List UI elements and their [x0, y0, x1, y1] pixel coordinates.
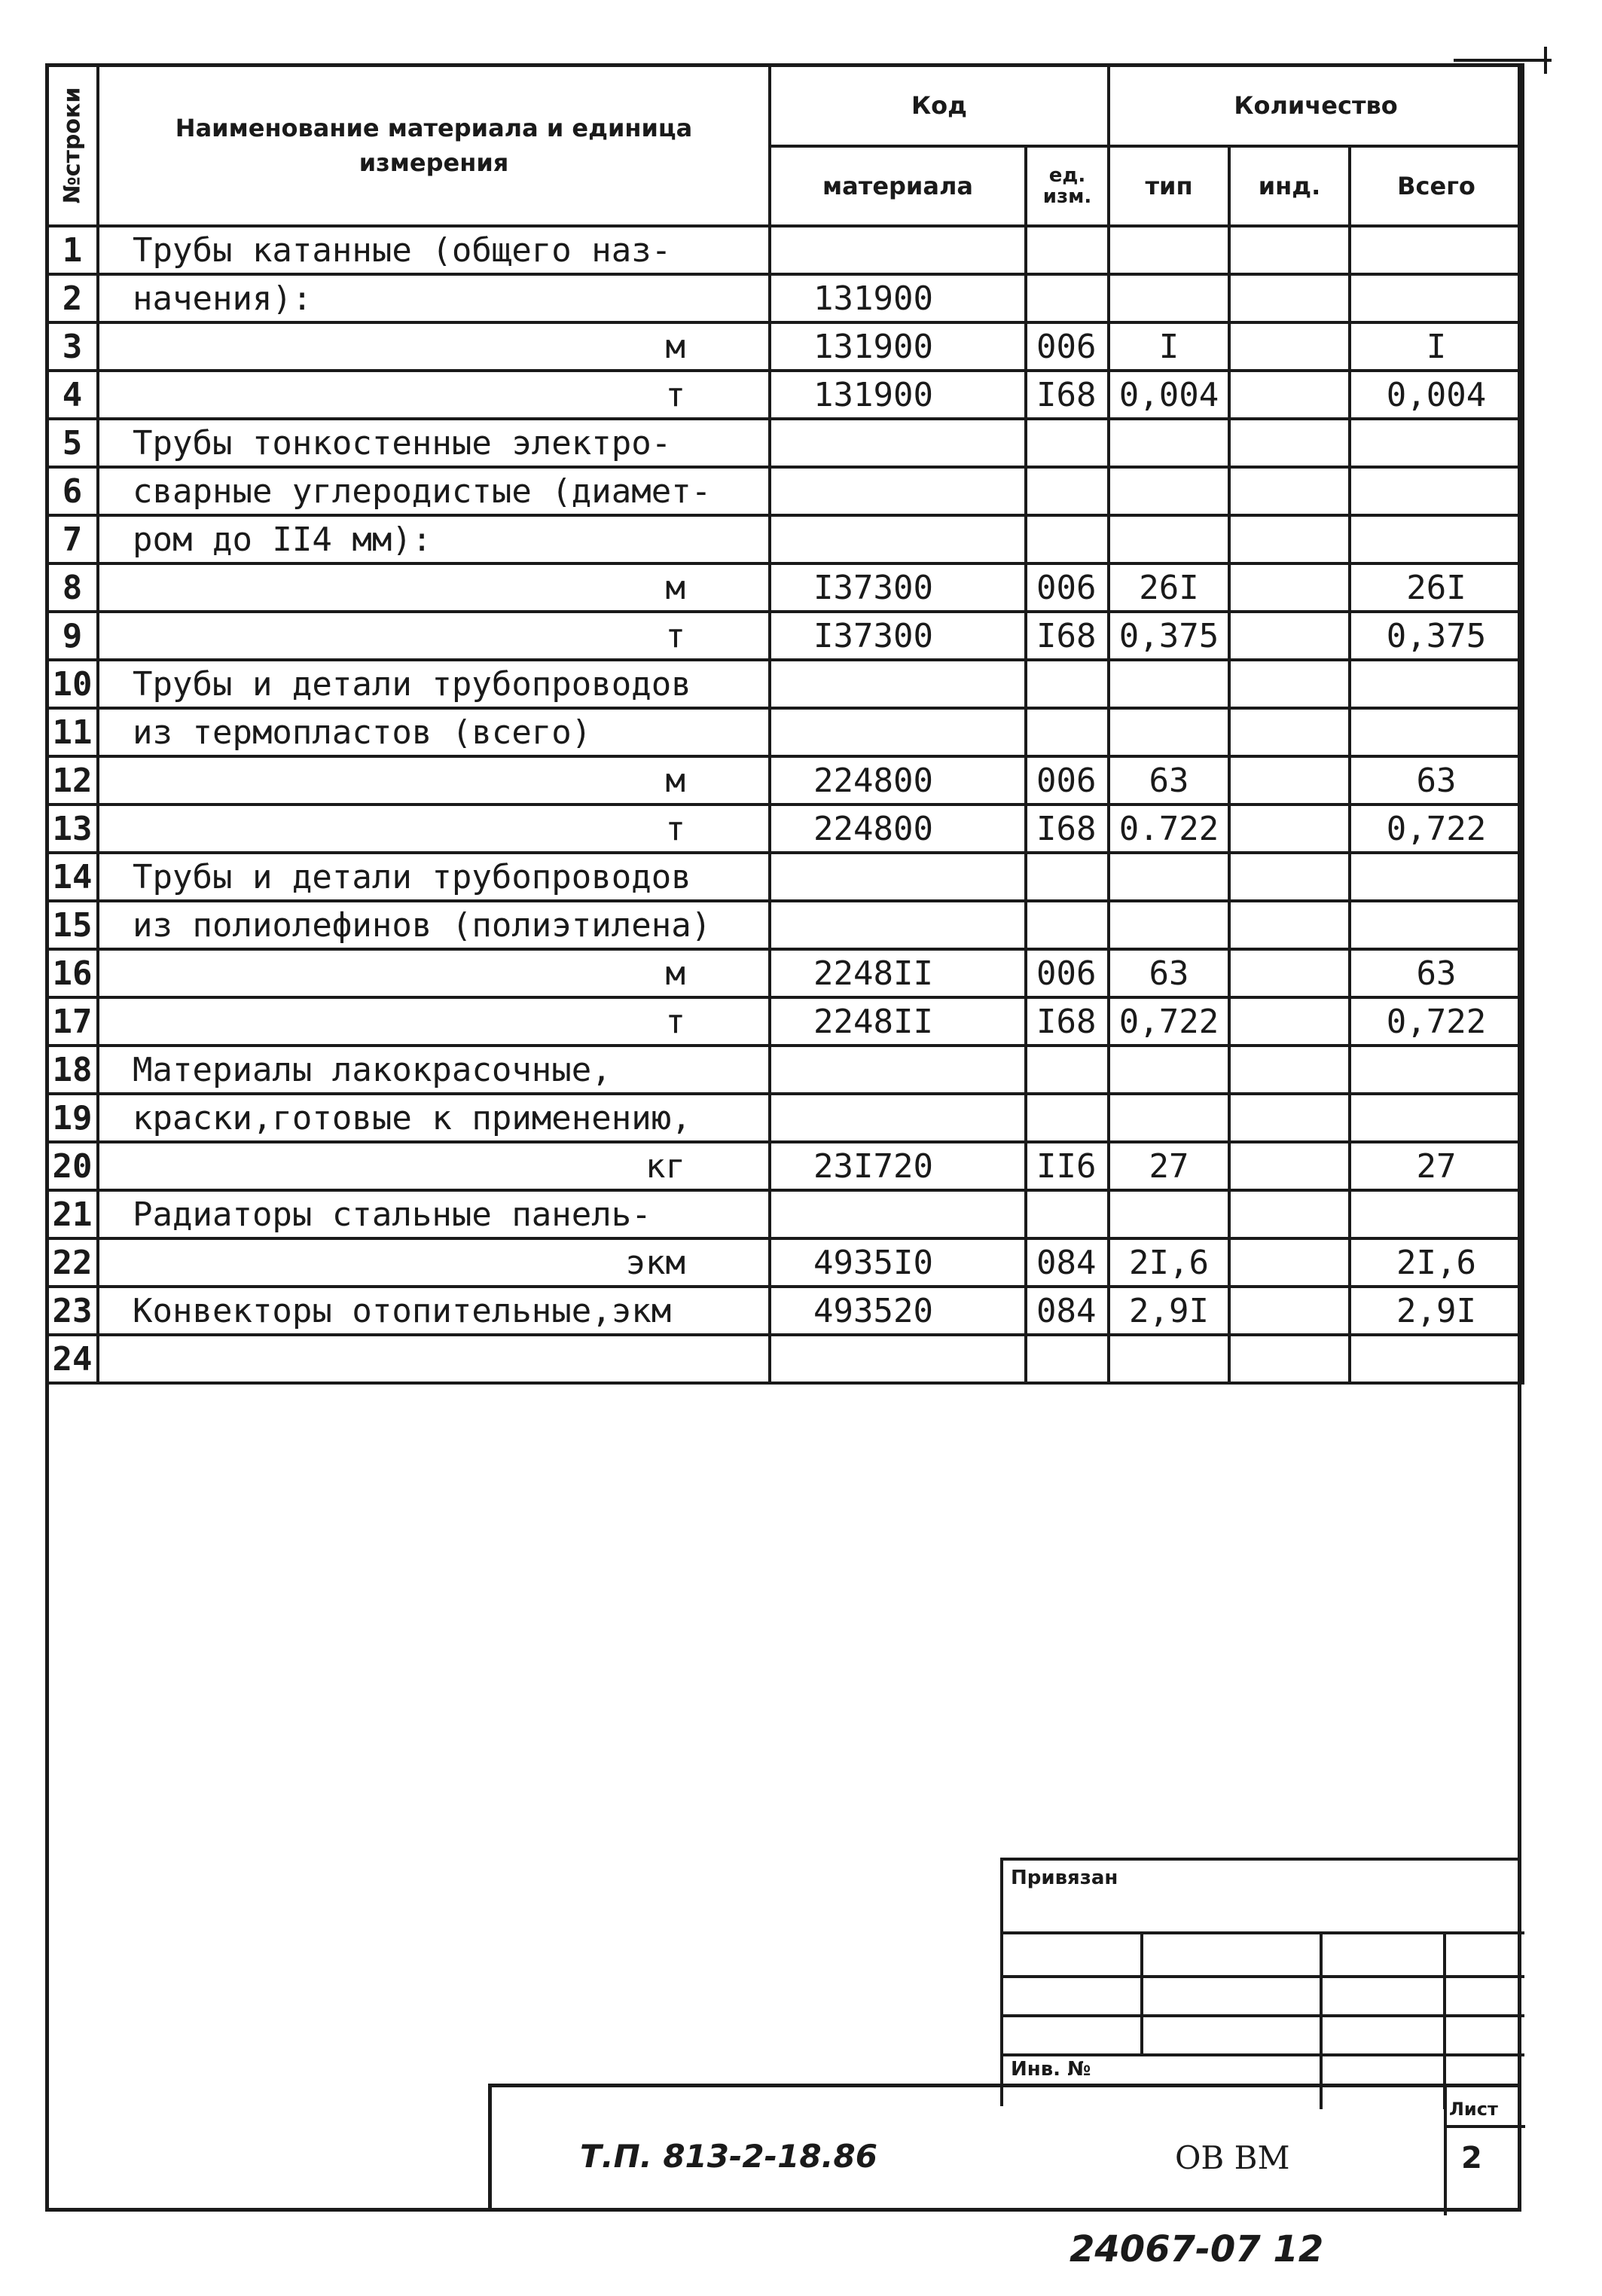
row-number: 15 — [47, 901, 98, 949]
row-unit: м — [98, 949, 770, 997]
row-number: 21 — [47, 1190, 98, 1238]
row-qty-type: 0,004 — [1109, 371, 1229, 419]
row-qty-total: 0,722 — [1350, 805, 1523, 853]
row-name: Радиаторы стальные панель- — [98, 1190, 770, 1238]
row-name: Материалы лакокрасочные, — [98, 1046, 770, 1094]
row-qty-total: 26I — [1350, 563, 1523, 612]
row-material-code: 131900 — [770, 322, 1026, 371]
inv-label: Инв. № — [1011, 2058, 1091, 2081]
row-number: 24 — [47, 1335, 98, 1383]
row-qty-total: 0,722 — [1350, 997, 1523, 1046]
quantity-header: Количество — [1109, 65, 1523, 146]
row-name: сварные углеродистые (диамет- — [98, 467, 770, 515]
row-qty-total: 27 — [1350, 1142, 1523, 1190]
row-number: 9 — [47, 612, 98, 660]
code-unit-header: ед. изм. — [1026, 146, 1109, 226]
row-unit-code: 084 — [1026, 1287, 1109, 1335]
row-number-header: №строки — [47, 65, 98, 226]
row-number: 5 — [47, 419, 98, 467]
row-number: 11 — [47, 708, 98, 756]
row-material-code: 224800 — [770, 805, 1026, 853]
row-qty-type: 0,375 — [1109, 612, 1229, 660]
row-unit: м — [98, 322, 770, 371]
row-qty-type: 0,722 — [1109, 997, 1229, 1046]
code-header: Код — [770, 65, 1109, 146]
row-name: начения): — [98, 274, 770, 322]
row-qty-total: 63 — [1350, 949, 1523, 997]
row-number: 2 — [47, 274, 98, 322]
row-number: 13 — [47, 805, 98, 853]
binding-stamp — [1000, 1858, 1521, 2106]
sheet-number: 2 — [1461, 2141, 1482, 2175]
qty-total-header: Всего — [1350, 146, 1523, 226]
row-name: Трубы катанные (общего наз- — [98, 226, 770, 274]
row-name: ром до II4 мм): — [98, 515, 770, 563]
row-number: 19 — [47, 1094, 98, 1142]
corner-mark-vertical — [1544, 47, 1547, 74]
row-unit-code: 006 — [1026, 949, 1109, 997]
name-header: Наименование материала и единица измерения — [98, 65, 770, 226]
row-number: 12 — [47, 756, 98, 805]
row-unit-code: I68 — [1026, 371, 1109, 419]
document-code: Т.П. 813-2-18.86 — [580, 2138, 877, 2175]
bound-label: Привязан — [1011, 1867, 1118, 1889]
row-qty-type: 63 — [1109, 949, 1229, 997]
row-qty-type: 26I — [1109, 563, 1229, 612]
row-number: 23 — [47, 1287, 98, 1335]
row-qty-total: 63 — [1350, 756, 1523, 805]
row-qty-total: 0,004 — [1350, 371, 1523, 419]
qty-ind-header: инд. — [1229, 146, 1350, 226]
row-unit: м — [98, 756, 770, 805]
row-unit: м — [98, 563, 770, 612]
row-unit-code: I68 — [1026, 997, 1109, 1046]
row-qty-type: 2I,6 — [1109, 1238, 1229, 1287]
row-material-code: 2248II — [770, 997, 1026, 1046]
row-number: 10 — [47, 660, 98, 708]
row-qty-type: 0.722 — [1109, 805, 1229, 853]
row-name: из полиолефинов (полиэтилена) — [98, 901, 770, 949]
row-unit: экм — [98, 1238, 770, 1287]
row-qty-type: 2,9I — [1109, 1287, 1229, 1335]
row-material-code: 131900 — [770, 371, 1026, 419]
row-material-code: 224800 — [770, 756, 1026, 805]
row-qty-type: 63 — [1109, 756, 1229, 805]
row-unit: т — [98, 371, 770, 419]
row-qty-total: 0,375 — [1350, 612, 1523, 660]
row-material-code: I37300 — [770, 563, 1026, 612]
row-number: 22 — [47, 1238, 98, 1287]
row-qty-type: I — [1109, 322, 1229, 371]
row-material-code: 493520 — [770, 1287, 1026, 1335]
code-material-header: материала — [770, 146, 1026, 226]
row-unit: т — [98, 612, 770, 660]
row-number: 16 — [47, 949, 98, 997]
row-material-code: I37300 — [770, 612, 1026, 660]
sheet-label: Лист — [1449, 2099, 1498, 2120]
row-material-code: 23I720 — [770, 1142, 1026, 1190]
row-unit-code: I68 — [1026, 805, 1109, 853]
row-name: краски,готовые к применению, — [98, 1094, 770, 1142]
row-unit-code: 084 — [1026, 1238, 1109, 1287]
row-name: из термопластов (всего) — [98, 708, 770, 756]
row-number: 7 — [47, 515, 98, 563]
row-number: 18 — [47, 1046, 98, 1094]
row-unit: т — [98, 997, 770, 1046]
row-material-code: 131900 — [770, 274, 1026, 322]
row-number: 3 — [47, 322, 98, 371]
row-number: 17 — [47, 997, 98, 1046]
row-number: 20 — [47, 1142, 98, 1190]
row-material-code: 4935I0 — [770, 1238, 1026, 1287]
row-unit-code: II6 — [1026, 1142, 1109, 1190]
row-number: 6 — [47, 467, 98, 515]
row-name: Трубы и детали трубопроводов — [98, 853, 770, 901]
row-material-code: 2248II — [770, 949, 1026, 997]
row-number: 4 — [47, 371, 98, 419]
document-type: ОВ ВМ — [1175, 2139, 1290, 2176]
row-unit: кг — [98, 1142, 770, 1190]
row-qty-type: 27 — [1109, 1142, 1229, 1190]
row-unit-code: 006 — [1026, 322, 1109, 371]
archive-number: 24067-07 12 — [1070, 2228, 1324, 2270]
row-unit-code: 006 — [1026, 756, 1109, 805]
row-name: Трубы тонкостенные электро- — [98, 419, 770, 467]
row-unit-code: I68 — [1026, 612, 1109, 660]
row-qty-total: 2,9I — [1350, 1287, 1523, 1335]
row-name: Конвекторы отопительные,экм — [98, 1287, 770, 1335]
row-number: 14 — [47, 853, 98, 901]
row-number: 8 — [47, 563, 98, 612]
row-number: 1 — [47, 226, 98, 274]
corner-mark — [1454, 59, 1552, 62]
row-name: Трубы и детали трубопроводов — [98, 660, 770, 708]
row-unit-code: 006 — [1026, 563, 1109, 612]
row-unit: т — [98, 805, 770, 853]
row-qty-total: I — [1350, 322, 1523, 371]
row-qty-total: 2I,6 — [1350, 1238, 1523, 1287]
qty-type-header: тип — [1109, 146, 1229, 226]
